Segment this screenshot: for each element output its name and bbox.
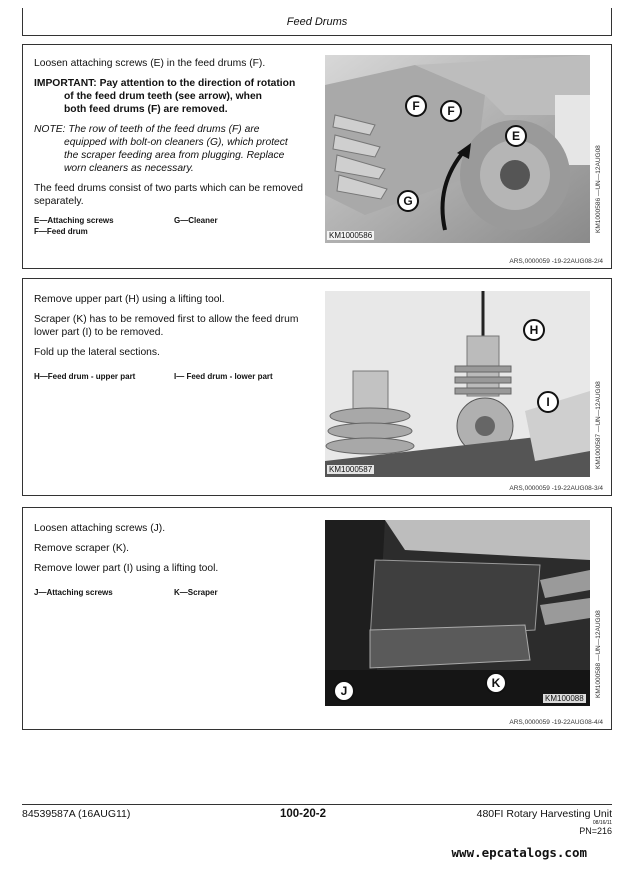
legend-item: I— Feed drum - lower part	[174, 372, 273, 381]
section-loosen-screws	[22, 44, 612, 269]
important-line: both feed drums (F) are removed.	[64, 104, 228, 115]
image-code: KM100088	[545, 694, 584, 703]
upper-part-photo	[325, 291, 590, 477]
scraper-illustration	[325, 520, 590, 706]
note-line: NOTE: The row of teeth of the feed drums (F) are	[34, 124, 260, 135]
section-text	[34, 522, 314, 598]
legend	[34, 371, 314, 382]
pn-number: PN=216	[579, 826, 612, 836]
note-line: equipped with bolt-on cleaners (G), which protect	[64, 137, 288, 148]
instruction-text: Remove scraper (K).	[34, 543, 129, 554]
page-number: 100-20-2	[280, 808, 327, 820]
section-remove-scraper	[22, 507, 612, 730]
side-code: KM1000586 —UN—12AUG08	[595, 145, 602, 233]
legend-item: J—Attaching screws	[34, 588, 113, 597]
reference-code: ARS,0000059 -19-22AUG08-2/4	[509, 258, 603, 265]
important-line: of the feed drum teeth (see arrow), when	[64, 91, 262, 102]
callout-f: F	[405, 95, 427, 117]
section-text	[34, 57, 314, 237]
important-line: IMPORTANT: Pay attention to the direction of rotation	[34, 78, 296, 89]
note-line: worn cleaners as necessary.	[64, 163, 194, 174]
legend	[34, 587, 314, 598]
legend-item: H—Feed drum - upper part	[34, 372, 136, 381]
side-code: KM1000587 —UN—12AUG08	[595, 381, 602, 469]
product-name: 480FI Rotary Harvesting Unit	[476, 808, 612, 820]
reference-code: ARS,0000059 -19-22AUG08-4/4	[509, 719, 603, 726]
important-note	[34, 77, 314, 116]
callout-i: I	[537, 391, 559, 413]
watermark-link[interactable]: www.epcatalogs.com	[451, 845, 587, 860]
legend	[34, 215, 314, 237]
callout-f: F	[440, 100, 462, 122]
note-line: the scraper feeding area from plugging. Replace	[64, 150, 285, 161]
legend-item: G—Cleaner	[174, 216, 218, 225]
reference-code: ARS,0000059 -19-22AUG08-3/4	[509, 485, 603, 492]
callout-h: H	[523, 319, 545, 341]
instruction-text: The feed drums consist of two parts which can be removed separately.	[34, 183, 303, 207]
section-text	[34, 293, 314, 382]
scraper-photo	[325, 520, 590, 706]
page-title: Feed Drums	[286, 16, 348, 28]
legend-item: E—Attaching screws	[34, 216, 114, 225]
section-remove-upper-part	[22, 278, 612, 496]
instruction-text: Fold up the lateral sections.	[34, 347, 160, 358]
callout-g: G	[397, 190, 419, 212]
instruction-text: Remove upper part (H) using a lifting tool.	[34, 294, 225, 305]
callout-k: K	[485, 672, 507, 694]
doc-number: 84539587A (16AUG11)	[22, 808, 131, 820]
note-text	[34, 123, 314, 175]
feed-drum-photo	[325, 55, 590, 243]
legend-item: F—Feed drum	[34, 227, 88, 236]
instruction-text: Loosen attaching screws (J).	[34, 523, 166, 534]
instruction-text: Scraper (K) has to be removed first to allow the feed drum lower part (I) to be removed.	[34, 314, 299, 338]
image-code: KM1000587	[329, 465, 373, 474]
footer-divider	[22, 804, 612, 805]
callout-e: E	[505, 125, 527, 147]
footer-date: 08/16/11	[592, 820, 612, 826]
callout-j: J	[333, 680, 355, 702]
lifting-illustration	[325, 291, 590, 477]
image-code: KM1000586	[329, 231, 373, 240]
side-code: KM1000588 —UN—12AUG08	[595, 610, 602, 698]
instruction-text: Remove lower part (I) using a lifting tool.	[34, 563, 219, 574]
legend-item: K—Scraper	[174, 588, 218, 597]
feed-drum-illustration	[325, 55, 590, 243]
instruction-text: Loosen attaching screws (E) in the feed drums (F).	[34, 58, 266, 69]
page-header	[22, 8, 612, 36]
